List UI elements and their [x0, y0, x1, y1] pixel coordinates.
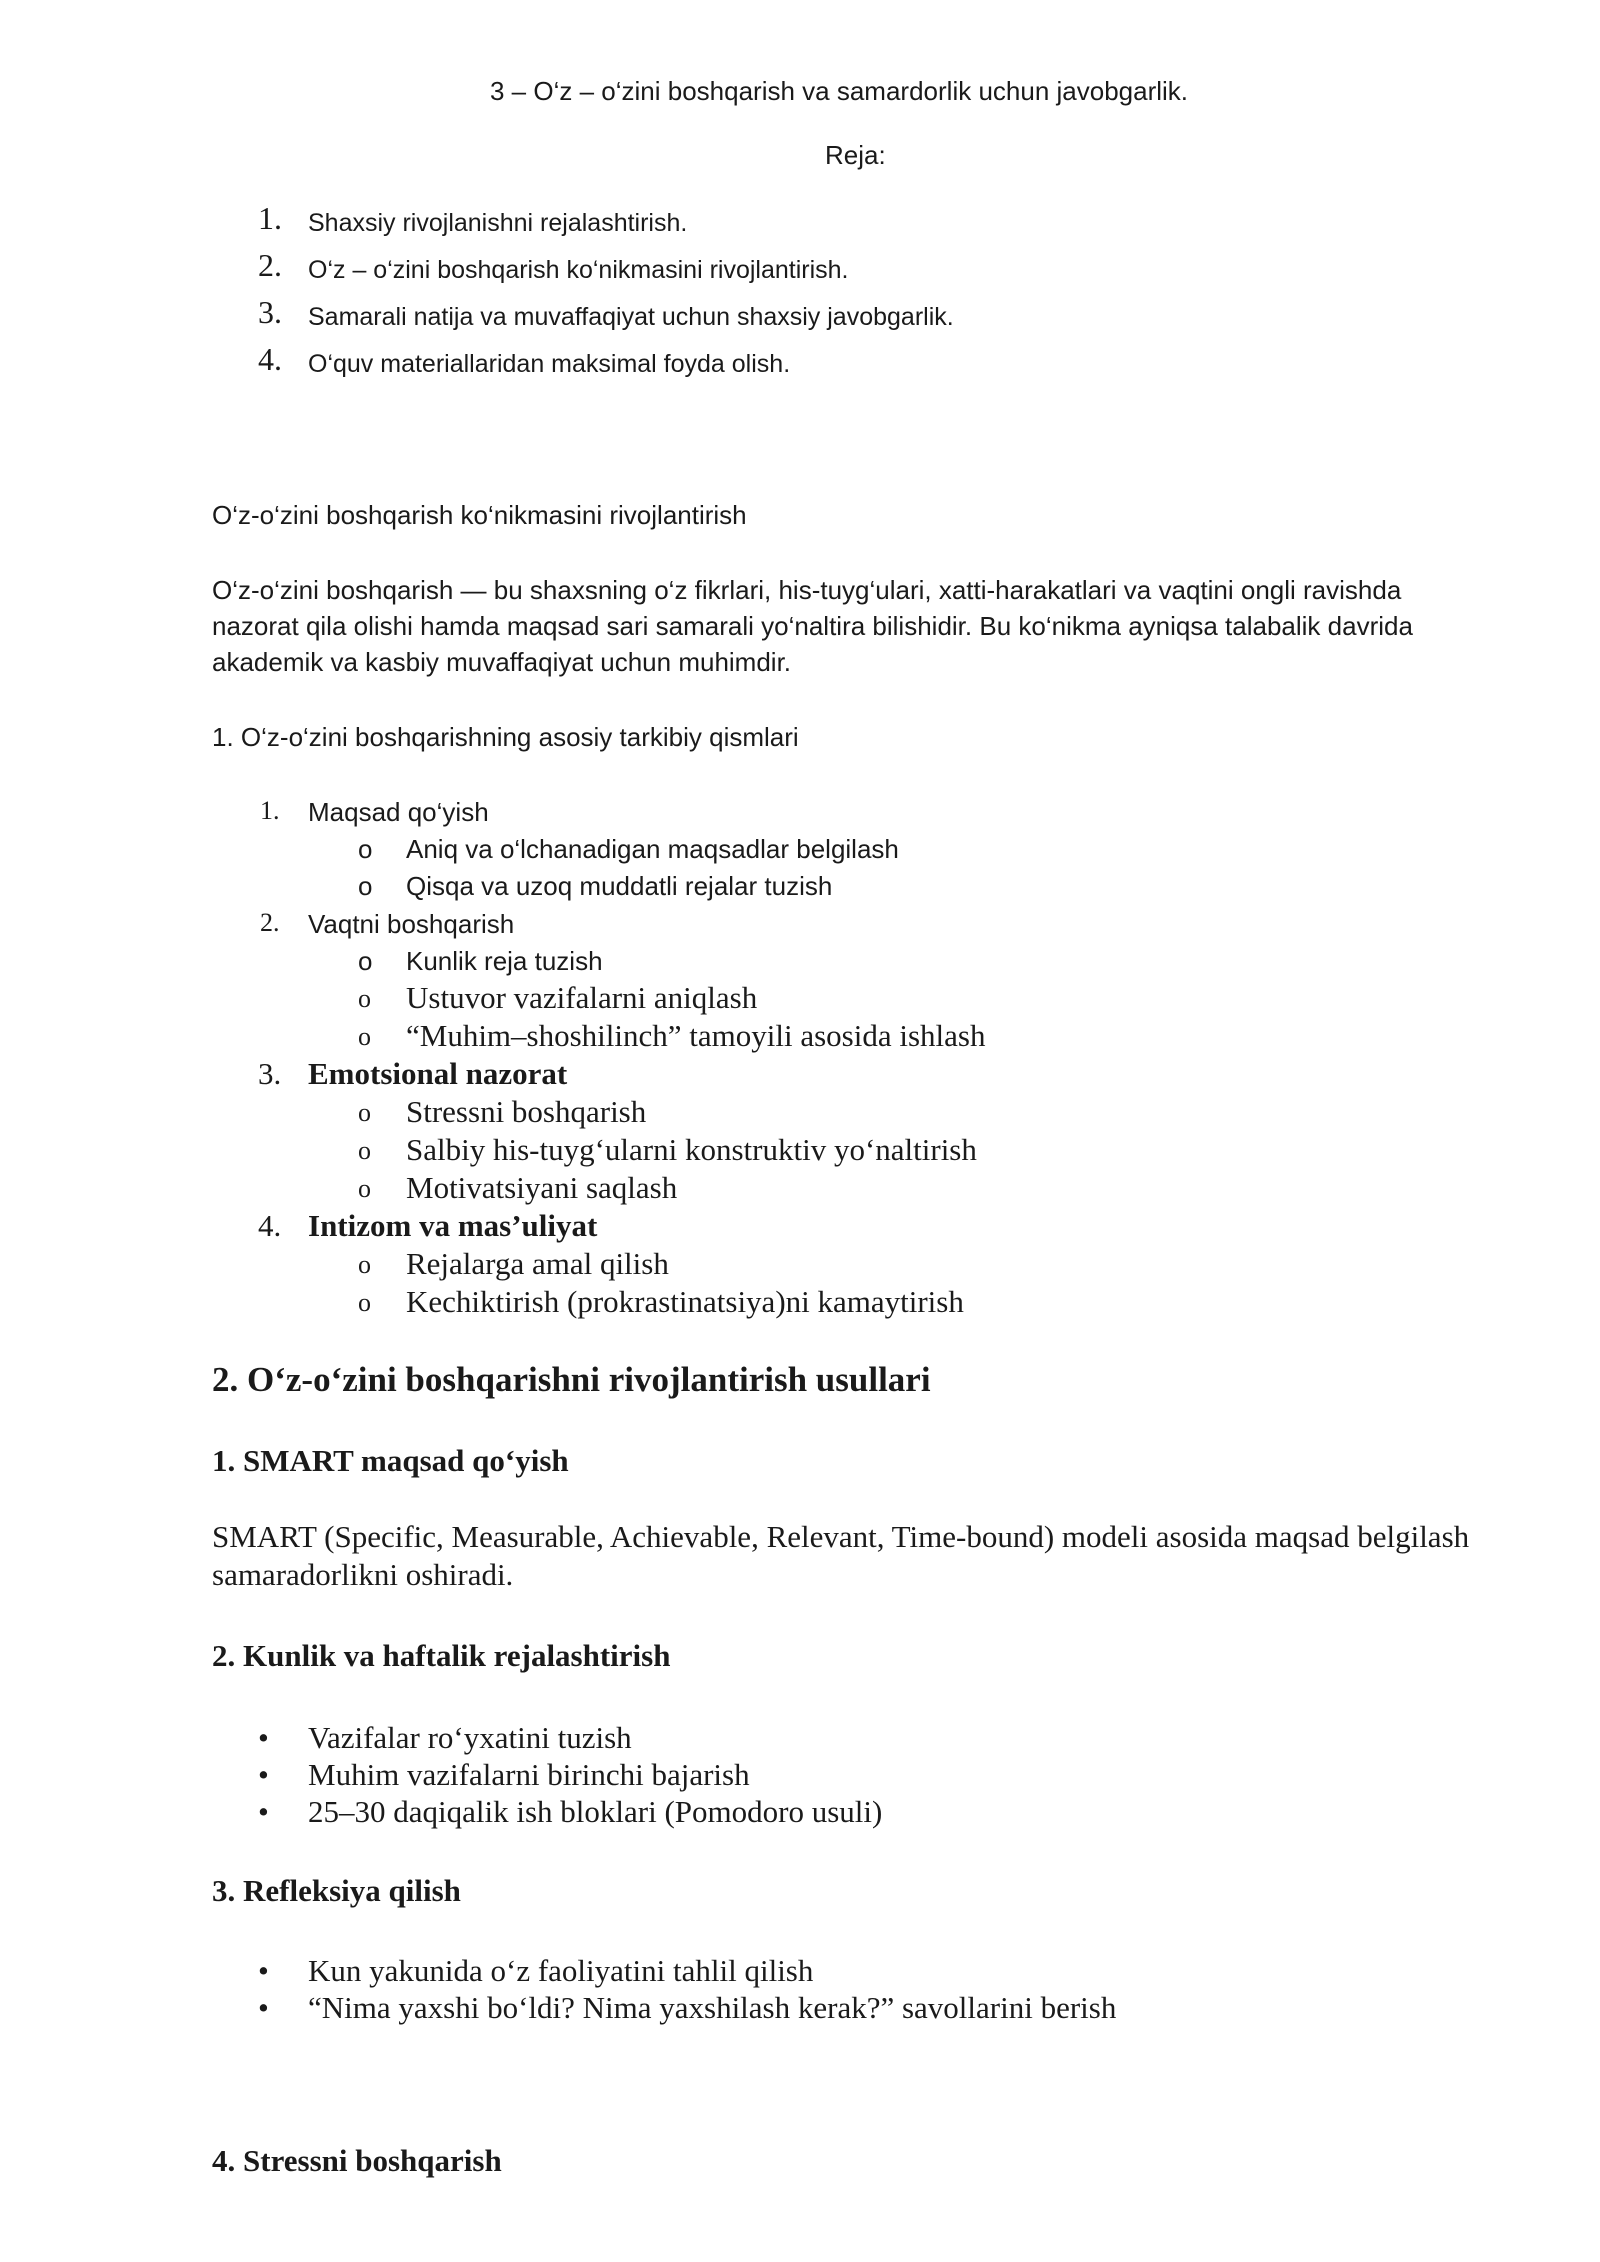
- plan-item: Samarali natija va muvaffaqiyat uchun shaxsiy javobgarlik.: [308, 303, 954, 331]
- list-bullet: o: [358, 984, 371, 1013]
- list-subitem: “Muhim–shoshilinch” tamoyili asosida ishlash: [406, 1018, 986, 1053]
- planning-heading: 2. Kunlik va haftalik rejalashtirish: [212, 1638, 671, 1673]
- list-bullet: o: [358, 1288, 371, 1317]
- list-subitem: Motivatsiyani saqlash: [406, 1170, 678, 1205]
- plan-item: O‘quv materiallaridan maksimal foyda olish.: [308, 350, 791, 378]
- list-bullet: o: [358, 1250, 371, 1279]
- plan-number: 3.: [258, 294, 282, 330]
- list-subitem: Rejalarga amal qilish: [406, 1246, 669, 1281]
- list-bullet: o: [358, 1174, 371, 1203]
- section-heading: O‘z-o‘zini boshqarish ko‘nikmasini rivojlantirish: [212, 500, 747, 530]
- list-bullet: •: [258, 1757, 269, 1792]
- intro-paragraph: O‘z-o‘zini boshqarish — bu shaxsning o‘z fikrlari, his-tuyg‘ulari, xatti-harakatlari va vaqtini ongli ravishda nazorat qila olishi hamda maqsad sari samarali yo‘naltira bilishidir. Bu ko‘nikma ayniqsa talabalik davrida akademik va kasbiy muvaffaqiyat uchun muhimdir.: [212, 575, 1413, 677]
- stress-heading: 4. Stressni boshqarish: [212, 2143, 502, 2178]
- list-item: Muhim vazifalarni birinchi bajarish: [308, 1757, 750, 1792]
- list-item-title: Intizom va mas’uliyat: [308, 1208, 598, 1243]
- list-subitem: Ustuvor vazifalarni aniqlash: [406, 980, 758, 1015]
- list-bullet: o: [358, 1022, 371, 1051]
- list-bullet: •: [258, 1720, 269, 1755]
- list-subitem: Salbiy his-tuyg‘ularni konstruktiv yo‘naltirish: [406, 1132, 977, 1167]
- list-bullet: o: [358, 1098, 371, 1127]
- list-bullet: o: [358, 834, 373, 864]
- list-item: Vazifalar ro‘yxatini tuzish: [308, 1720, 632, 1755]
- plan-item: O‘z – o‘zini boshqarish ko‘nikmasini rivojlantirish.: [308, 256, 849, 284]
- list-item: 25–30 daqiqalik ish bloklari (Pomodoro usuli): [308, 1794, 883, 1829]
- smart-paragraph: SMART (Specific, Measurable, Achievable, Relevant, Time-bound) modeli asosida maqsad belgilash samaradorlikni oshiradi.: [212, 1519, 1470, 1592]
- list-item-title: Maqsad qo‘yish: [308, 797, 489, 827]
- smart-heading: 1. SMART maqsad qo‘yish: [212, 1443, 569, 1478]
- list-subitem: Kechiktirish (prokrastinatsiya)ni kamaytirish: [406, 1284, 964, 1319]
- list-subitem: Qisqa va uzoq muddatli rejalar tuzish: [406, 871, 833, 901]
- list-item: Kun yakunida o‘z faoliyatini tahlil qilish: [308, 1953, 814, 1988]
- list-item: “Nima yaxshi bo‘ldi? Nima yaxshilash kerak?” savollarini berish: [308, 1990, 1117, 2025]
- reflection-heading: 3. Refleksiya qilish: [212, 1873, 461, 1908]
- list-bullet: •: [258, 1953, 269, 1988]
- plan-item: Shaxsiy rivojlanishni rejalashtirish.: [308, 209, 688, 237]
- list-number: 3.: [258, 1056, 282, 1091]
- document-title: 3 – O‘z – o‘zini boshqarish va samardorlik uchun javobgarlik.: [490, 76, 1189, 106]
- list-item-title: Emotsional nazorat: [308, 1056, 568, 1091]
- list-subitem: Aniq va o‘lchanadigan maqsadlar belgilash: [406, 834, 899, 864]
- list-number: 2.: [260, 908, 280, 937]
- list-bullet: •: [258, 1990, 269, 2025]
- plan-number: 4.: [258, 341, 282, 377]
- list-subitem: Stressni boshqarish: [406, 1094, 647, 1129]
- list-subitem: Kunlik reja tuzish: [406, 946, 603, 976]
- methods-heading: 2. O‘z-o‘zini boshqarishni rivojlantirish usullari: [212, 1360, 931, 1399]
- list-bullet: •: [258, 1794, 269, 1829]
- plan-number: 2.: [258, 247, 282, 283]
- list-item-title: Vaqtni boshqarish: [308, 909, 515, 939]
- list-number: 1.: [260, 796, 280, 825]
- list-bullet: o: [358, 946, 373, 976]
- list-bullet: o: [358, 871, 373, 901]
- plan-label: Reja:: [825, 140, 886, 170]
- plan-number: 1.: [258, 200, 282, 236]
- list-bullet: o: [358, 1136, 371, 1165]
- list-number: 4.: [258, 1208, 282, 1243]
- components-heading: 1. O‘z-o‘zini boshqarishning asosiy tarkibiy qismlari: [212, 722, 799, 752]
